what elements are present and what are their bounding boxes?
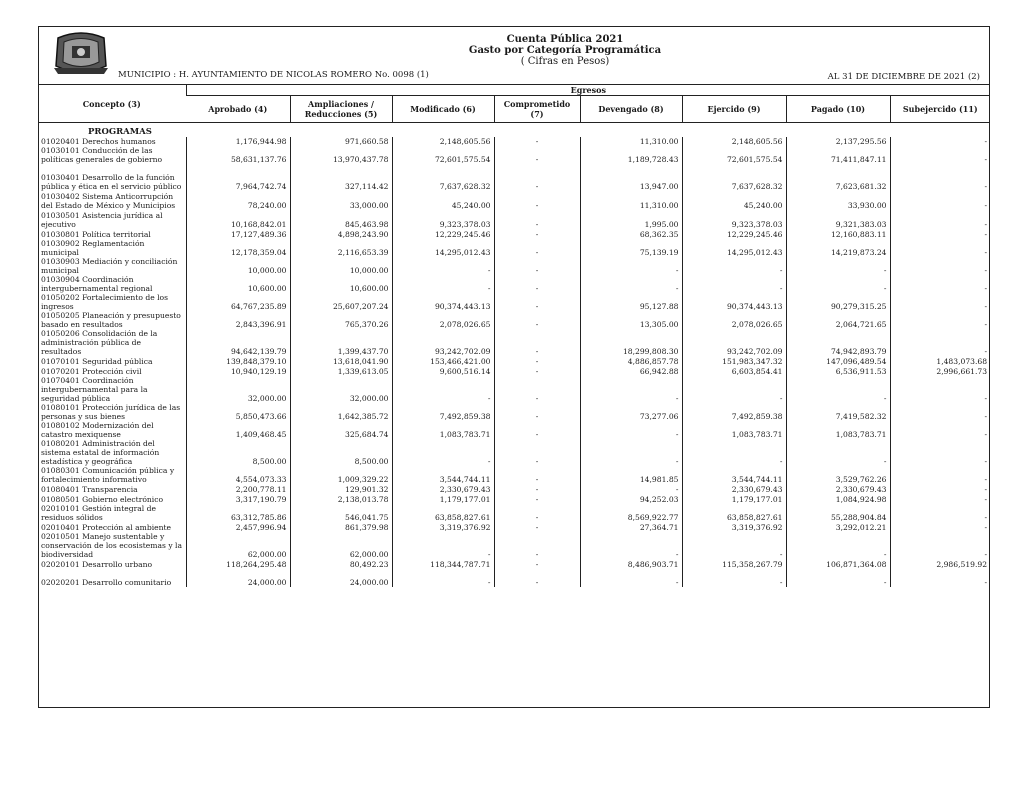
cell-aprobado: 2,457,996.94: [186, 522, 290, 532]
cell-ejercido: 7,492,859.38: [682, 403, 786, 421]
table-row: [38, 275, 990, 293]
cell-devengado: 94,252.03: [580, 494, 682, 504]
cell-modificado: 12,229,245.46: [392, 229, 494, 239]
table-row: [38, 293, 990, 311]
cell-ampliaciones: 62,000.00: [290, 532, 392, 559]
cell-modificado: -: [392, 275, 494, 293]
cell-concepto: 01070201 Protección civil: [41, 367, 142, 376]
cell-ejercido: -: [682, 257, 786, 275]
cell-pagado: 14,219,873.24: [786, 239, 890, 257]
cell-subejercido: -: [890, 504, 990, 522]
cell-ejercido: -: [682, 569, 786, 587]
table-row: [38, 494, 990, 504]
cell-devengado: 73,277.06: [580, 403, 682, 421]
cell-aprobado: 2,200,778.11: [186, 484, 290, 494]
cell-ampliaciones: 10,000.00: [290, 257, 392, 275]
egresos-group-header: Egresos: [186, 85, 990, 96]
cell-modificado: 45,240.00: [392, 191, 494, 210]
cell-pagado: 7,623,681.32: [786, 164, 890, 191]
cell-concepto: 02020101 Desarrollo urbano: [41, 560, 153, 569]
cell-aprobado: 10,000.00: [186, 257, 290, 275]
cell-concepto: 01080102 Modernización del catastro mexiquense: [41, 421, 154, 439]
cell-pagado: 9,321,383.03: [786, 210, 890, 229]
col-header-aprobado: Aprobado (4): [186, 96, 290, 123]
cell-aprobado: 5,850,473.66: [186, 403, 290, 421]
cell-devengado: 13,947.00: [580, 164, 682, 191]
table-row: [38, 439, 990, 466]
cell-ejercido: 72,601,575.54: [682, 146, 786, 164]
cell-subejercido: -: [890, 229, 990, 239]
cell-concepto: 01070101 Seguridad pública: [41, 357, 153, 366]
cell-comprometido: -: [494, 229, 580, 239]
cell-subejercido: -: [890, 532, 990, 559]
report-title-block: [440, 34, 690, 67]
cell-subejercido: -: [890, 239, 990, 257]
cell-subejercido: -: [890, 311, 990, 329]
cell-aprobado: 24,000.00: [186, 569, 290, 587]
cell-ejercido: 1,179,177.01: [682, 494, 786, 504]
col-header-ampliaciones: Ampliaciones / Reducciones (5): [290, 96, 392, 123]
cell-comprometido: -: [494, 239, 580, 257]
table-row: [38, 484, 990, 494]
table-row: [38, 366, 990, 376]
cell-pagado: 7,419,582.32: [786, 403, 890, 421]
cell-modificado: 9,323,378.03: [392, 210, 494, 229]
cell-modificado: -: [392, 439, 494, 466]
cell-ampliaciones: 1,339,613.05: [290, 366, 392, 376]
cell-devengado: 14,981.85: [580, 466, 682, 484]
cell-aprobado: 3,317,190.79: [186, 494, 290, 504]
cell-aprobado: 10,168,842.01: [186, 210, 290, 229]
cell-devengado: 66,942.88: [580, 366, 682, 376]
table-row: [38, 569, 990, 587]
cell-modificado: 3,319,376.92: [392, 522, 494, 532]
cell-comprometido: -: [494, 494, 580, 504]
cell-subejercido: -: [890, 466, 990, 484]
cell-comprometido: -: [494, 421, 580, 439]
cell-modificado: 1,083,783.71: [392, 421, 494, 439]
cell-comprometido: -: [494, 569, 580, 587]
cell-ampliaciones: 2,116,653.39: [290, 239, 392, 257]
cell-ejercido: 7,637,628.32: [682, 164, 786, 191]
cell-devengado: 27,364.71: [580, 522, 682, 532]
cell-subejercido: -: [890, 494, 990, 504]
col-header-subejercido: Subejercido (11): [890, 96, 990, 123]
cell-aprobado: 8,500.00: [186, 439, 290, 466]
col-header-devengado: Devengado (8): [580, 96, 682, 123]
cell-pagado: 2,064,721.65: [786, 311, 890, 329]
table-row: [38, 421, 990, 439]
cell-ejercido: 14,295,012.43: [682, 239, 786, 257]
cell-ampliaciones: 765,370.26: [290, 311, 392, 329]
cell-pagado: 1,084,924.98: [786, 494, 890, 504]
cell-modificado: -: [392, 569, 494, 587]
cell-pagado: 71,411,847.11: [786, 146, 890, 164]
col-header-concepto: Concepto (3): [38, 85, 186, 123]
cell-modificado: 93,242,702.09: [392, 329, 494, 356]
cell-devengado: 95,127.88: [580, 293, 682, 311]
cell-ampliaciones: 13,618,041.90: [290, 356, 392, 366]
cell-comprometido: -: [494, 311, 580, 329]
table-row: [38, 376, 990, 403]
cell-ejercido: 90,374,443.13: [682, 293, 786, 311]
municipio-label: MUNICIPIO : H. AYUNTAMIENTO DE NICOLAS ROMERO No. 0098 (1): [118, 70, 429, 80]
table-row: [38, 356, 990, 366]
cell-pagado: -: [786, 439, 890, 466]
cell-comprometido: -: [494, 329, 580, 356]
cell-devengado: -: [580, 439, 682, 466]
cell-aprobado: 10,600.00: [186, 275, 290, 293]
cell-comprometido: -: [494, 522, 580, 532]
cell-ejercido: 115,358,267.79: [682, 559, 786, 569]
cell-modificado: 9,600,516.14: [392, 366, 494, 376]
cell-comprometido: -: [494, 275, 580, 293]
cell-aprobado: 64,767,235.89: [186, 293, 290, 311]
table-row: [38, 239, 990, 257]
cell-concepto: 02010501 Manejo sustentable y conservación de los ecosistemas y la biodiversidad: [41, 532, 182, 559]
cell-subejercido: -: [890, 210, 990, 229]
cell-concepto: 01080201 Administración del sistema estatal de información estadística y geográfica: [41, 439, 160, 466]
cell-comprometido: -: [494, 403, 580, 421]
cell-ejercido: 9,323,378.03: [682, 210, 786, 229]
cell-ejercido: 2,148,605.56: [682, 137, 786, 146]
cell-concepto: 01030501 Asistencia jurídica al ejecutivo: [41, 211, 163, 229]
col-header-modificado: Modificado (6): [392, 96, 494, 123]
section-label: PROGRAMAS: [88, 127, 152, 137]
cell-ampliaciones: 33,000.00: [290, 191, 392, 210]
cell-subejercido: -: [890, 484, 990, 494]
cell-subejercido: -: [890, 403, 990, 421]
cell-concepto: 01030801 Política territorial: [41, 230, 151, 239]
cell-devengado: 13,305.00: [580, 311, 682, 329]
cell-pagado: -: [786, 376, 890, 403]
cell-ejercido: 93,242,702.09: [682, 329, 786, 356]
cell-concepto: 02010401 Protección al ambiente: [41, 523, 172, 532]
cell-concepto: 01050202 Fortalecimiento de los ingresos: [41, 293, 169, 311]
cell-modificado: 153,466,421.00: [392, 356, 494, 366]
cell-ampliaciones: 325,684.74: [290, 421, 392, 439]
cell-subejercido: 2,996,661.73: [890, 366, 990, 376]
cell-subejercido: -: [890, 275, 990, 293]
cell-aprobado: 2,843,396.91: [186, 311, 290, 329]
cell-ampliaciones: 4,898,243.90: [290, 229, 392, 239]
cell-comprometido: -: [494, 191, 580, 210]
table-row: [38, 191, 990, 210]
cell-subejercido: 1,483,073.68: [890, 356, 990, 366]
cell-ampliaciones: 2,138,013.78: [290, 494, 392, 504]
cell-ampliaciones: 129,901.32: [290, 484, 392, 494]
cell-comprometido: -: [494, 137, 580, 146]
report-units: ( Cifras en Pesos): [520, 56, 610, 67]
cell-modificado: 90,374,443.13: [392, 293, 494, 311]
cell-devengado: 11,310.00: [580, 137, 682, 146]
cell-ampliaciones: 861,379.98: [290, 522, 392, 532]
table-row: [38, 164, 990, 191]
cell-devengado: -: [580, 421, 682, 439]
cell-subejercido: -: [890, 329, 990, 356]
cell-pagado: 6,536,911.53: [786, 366, 890, 376]
cell-modificado: 2,148,605.56: [392, 137, 494, 146]
cell-modificado: 7,492,859.38: [392, 403, 494, 421]
cell-modificado: -: [392, 257, 494, 275]
cell-subejercido: -: [890, 376, 990, 403]
cell-comprometido: -: [494, 146, 580, 164]
cell-ejercido: 12,229,245.46: [682, 229, 786, 239]
cell-modificado: 1,179,177.01: [392, 494, 494, 504]
cell-modificado: 63,858,827.61: [392, 504, 494, 522]
cell-devengado: -: [580, 569, 682, 587]
cell-subejercido: -: [890, 293, 990, 311]
cell-ejercido: -: [682, 376, 786, 403]
cell-ampliaciones: 1,399,437.70: [290, 329, 392, 356]
cell-comprometido: -: [494, 439, 580, 466]
cell-subejercido: -: [890, 191, 990, 210]
cell-ejercido: 151,983,347.32: [682, 356, 786, 366]
cell-pagado: 90,279,315.25: [786, 293, 890, 311]
table-row: [38, 146, 990, 164]
table-row: [38, 137, 990, 146]
cell-devengado: 1,995.00: [580, 210, 682, 229]
cell-modificado: 118,344,787.71: [392, 559, 494, 569]
cell-pagado: -: [786, 275, 890, 293]
cell-subejercido: 2,986,519.92: [890, 559, 990, 569]
cell-concepto: 01020401 Derechos humanos: [41, 137, 156, 146]
cell-aprobado: 78,240.00: [186, 191, 290, 210]
cell-concepto: 01050205 Planeación y presupuesto basado en resultados: [41, 311, 181, 329]
cell-ampliaciones: 24,000.00: [290, 569, 392, 587]
cell-pagado: 2,137,295.56: [786, 137, 890, 146]
report-date: AL 31 DE DICIEMBRE DE 2021 (2): [827, 72, 980, 82]
cell-subejercido: -: [890, 421, 990, 439]
cell-devengado: 68,362.35: [580, 229, 682, 239]
cell-concepto: 01030902 Reglamentación municipal: [41, 239, 145, 257]
cell-comprometido: -: [494, 484, 580, 494]
table-row: [38, 532, 990, 559]
cell-modificado: 72,601,575.54: [392, 146, 494, 164]
cell-devengado: 18,299,808.30: [580, 329, 682, 356]
cell-aprobado: 32,000.00: [186, 376, 290, 403]
cell-devengado: 4,886,857.78: [580, 356, 682, 366]
cell-ampliaciones: 327,114.42: [290, 164, 392, 191]
cell-pagado: -: [786, 569, 890, 587]
cell-aprobado: 118,264,295.48: [186, 559, 290, 569]
cell-aprobado: 62,000.00: [186, 532, 290, 559]
cell-aprobado: 1,409,468.45: [186, 421, 290, 439]
cell-devengado: 75,139.19: [580, 239, 682, 257]
cell-concepto: 02010101 Gestión integral de residuos sólidos: [41, 504, 156, 522]
cell-pagado: -: [786, 532, 890, 559]
table-row: [38, 229, 990, 239]
cell-pagado: 3,292,012.21: [786, 522, 890, 532]
cell-aprobado: 12,178,359.04: [186, 239, 290, 257]
cell-pagado: 106,871,364.08: [786, 559, 890, 569]
cell-modificado: -: [392, 532, 494, 559]
table-row: [38, 257, 990, 275]
cell-concepto: 02020201 Desarrollo comunitario: [41, 578, 172, 587]
cell-devengado: 11,310.00: [580, 191, 682, 210]
cell-modificado: -: [392, 376, 494, 403]
table-row: [38, 329, 990, 356]
cell-subejercido: -: [890, 522, 990, 532]
col-header-ejercido: Ejercido (9): [682, 96, 786, 123]
cell-concepto: 01050206 Consolidación de la administración pública de resultados: [41, 329, 158, 356]
col-header-comprometido: Comprometido (7): [494, 96, 580, 123]
cell-aprobado: 4,554,073.33: [186, 466, 290, 484]
cell-concepto: 01080101 Protección jurídica de las personas y sus bienes: [41, 403, 181, 421]
table-row: [38, 522, 990, 532]
cell-pagado: 3,529,762.26: [786, 466, 890, 484]
cell-ejercido: -: [682, 532, 786, 559]
cell-ampliaciones: 25,607,207.24: [290, 293, 392, 311]
cell-ampliaciones: 8,500.00: [290, 439, 392, 466]
cell-devengado: -: [580, 376, 682, 403]
cell-modificado: 3,544,744.11: [392, 466, 494, 484]
cell-ejercido: 2,330,679.43: [682, 484, 786, 494]
cell-comprometido: -: [494, 466, 580, 484]
cell-aprobado: 58,631,137.76: [186, 146, 290, 164]
cell-subejercido: -: [890, 137, 990, 146]
cell-devengado: -: [580, 257, 682, 275]
cell-aprobado: 1,176,944.98: [186, 137, 290, 146]
cell-concepto: 01080401 Transparencia: [41, 485, 138, 494]
cell-comprometido: -: [494, 532, 580, 559]
cell-pagado: 55,288,904.84: [786, 504, 890, 522]
cell-modificado: 2,330,679.43: [392, 484, 494, 494]
cell-devengado: -: [580, 484, 682, 494]
cell-devengado: 8,486,903.71: [580, 559, 682, 569]
cell-pagado: 147,096,489.54: [786, 356, 890, 366]
cell-comprometido: -: [494, 164, 580, 191]
table-row: [38, 466, 990, 484]
cell-aprobado: 94,642,139.79: [186, 329, 290, 356]
cell-comprometido: -: [494, 210, 580, 229]
cell-pagado: 1,083,783.71: [786, 421, 890, 439]
table-row: [38, 559, 990, 569]
cell-ejercido: 6,603,854.41: [682, 366, 786, 376]
report-subtitle: Gasto por Categoría Programática: [468, 45, 662, 56]
cell-subejercido: -: [890, 439, 990, 466]
cell-ampliaciones: 80,492.23: [290, 559, 392, 569]
cell-ampliaciones: 13,970,437.78: [290, 146, 392, 164]
cell-comprometido: -: [494, 504, 580, 522]
cell-ejercido: 63,858,827.61: [682, 504, 786, 522]
cell-pagado: -: [786, 257, 890, 275]
cell-comprometido: -: [494, 356, 580, 366]
cell-aprobado: 7,964,742.74: [186, 164, 290, 191]
table-row: [38, 403, 990, 421]
cell-ejercido: 2,078,026.65: [682, 311, 786, 329]
report-title: Cuenta Pública 2021: [506, 34, 624, 45]
cell-comprometido: -: [494, 559, 580, 569]
cell-devengado: 1,189,728.43: [580, 146, 682, 164]
cell-ejercido: 3,544,744.11: [682, 466, 786, 484]
cell-aprobado: 139,848,379.10: [186, 356, 290, 366]
cell-ampliaciones: 32,000.00: [290, 376, 392, 403]
cell-concepto: 01030904 Coordinación intergubernamental regional: [41, 275, 153, 293]
cell-concepto: 01030903 Mediación y conciliación municipal: [41, 257, 178, 275]
cell-ejercido: -: [682, 439, 786, 466]
cell-pagado: 74,942,893.79: [786, 329, 890, 356]
cell-concepto: 01030402 Sistema Anticorrupción del Estado de México y Municipios: [41, 192, 176, 210]
municipal-seal-icon: [52, 30, 110, 76]
cell-pagado: 33,930.00: [786, 191, 890, 210]
table-row: [38, 311, 990, 329]
col-header-pagado: Pagado (10): [786, 96, 890, 123]
cell-comprometido: -: [494, 376, 580, 403]
cell-devengado: -: [580, 275, 682, 293]
cell-aprobado: 63,312,785.86: [186, 504, 290, 522]
cell-comprometido: -: [494, 257, 580, 275]
cell-ampliaciones: 546,041.75: [290, 504, 392, 522]
cell-aprobado: 10,940,129.19: [186, 366, 290, 376]
cell-ejercido: 45,240.00: [682, 191, 786, 210]
cell-comprometido: -: [494, 293, 580, 311]
cell-subejercido: -: [890, 569, 990, 587]
cell-devengado: -: [580, 532, 682, 559]
cell-ejercido: -: [682, 275, 786, 293]
cell-concepto: 01030101 Conducción de las políticas generales de gobierno: [41, 146, 163, 164]
cell-concepto: 01080501 Gobierno electrónico: [41, 495, 164, 504]
cell-ejercido: 3,319,376.92: [682, 522, 786, 532]
cell-concepto: 01070401 Coordinación intergubernamental para la seguridad pública: [41, 376, 148, 403]
cell-comprometido: -: [494, 366, 580, 376]
cell-subejercido: -: [890, 164, 990, 191]
cell-modificado: 2,078,026.65: [392, 311, 494, 329]
cell-aprobado: 17,127,489.36: [186, 229, 290, 239]
table-row: [38, 504, 990, 522]
cell-ejercido: 1,083,783.71: [682, 421, 786, 439]
cell-modificado: 7,637,628.32: [392, 164, 494, 191]
cell-devengado: 8,569,922.77: [580, 504, 682, 522]
table-row: [38, 210, 990, 229]
cell-subejercido: -: [890, 257, 990, 275]
cell-ampliaciones: 1,009,329.22: [290, 466, 392, 484]
cell-concepto: 01030401 Desarrollo de la función pública y ética en el servicio público: [41, 173, 182, 191]
cell-ampliaciones: 971,660.58: [290, 137, 392, 146]
cell-pagado: 2,330,679.43: [786, 484, 890, 494]
cell-ampliaciones: 1,642,385.72: [290, 403, 392, 421]
cell-ampliaciones: 10,600.00: [290, 275, 392, 293]
cell-ampliaciones: 845,463.98: [290, 210, 392, 229]
cell-modificado: 14,295,012.43: [392, 239, 494, 257]
cell-subejercido: -: [890, 146, 990, 164]
cell-pagado: 12,160,883.11: [786, 229, 890, 239]
gasto-table: [38, 85, 990, 587]
cell-concepto: 01080301 Comunicación pública y fortalecimiento informativo: [41, 466, 175, 484]
